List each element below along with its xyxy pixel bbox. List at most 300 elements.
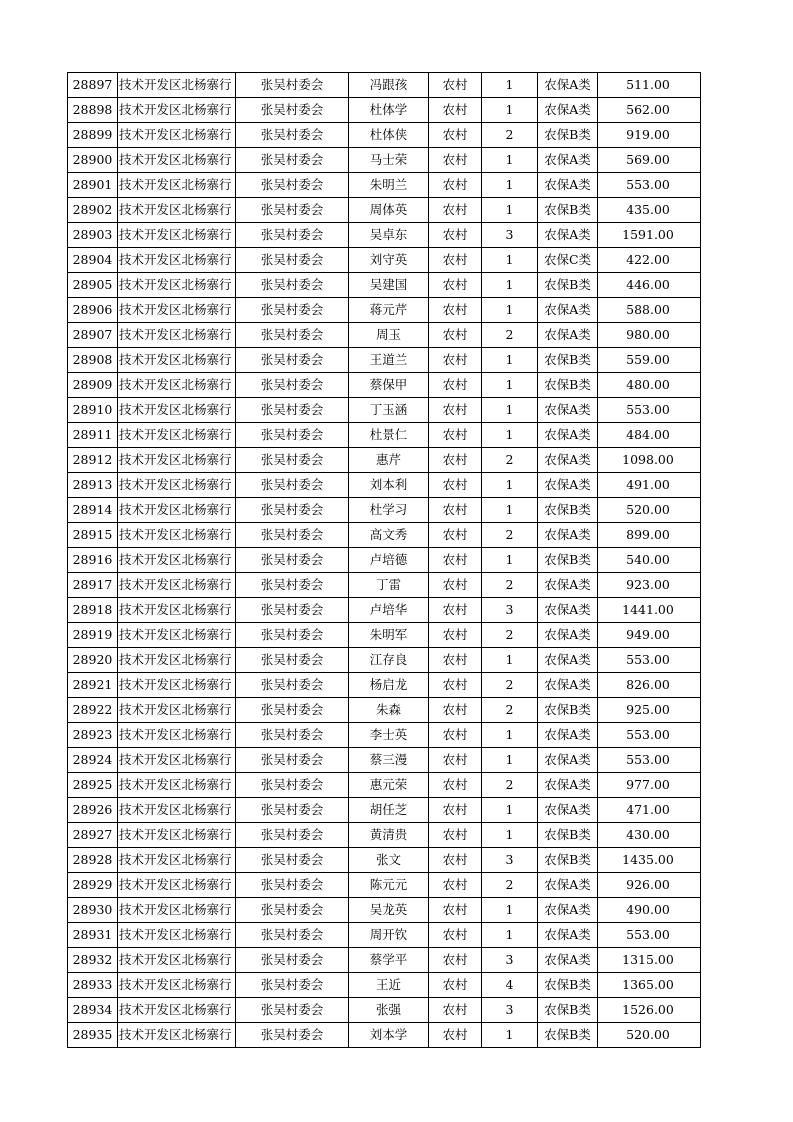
village-committee-cell: 张吴村委会 bbox=[236, 248, 349, 273]
insurance-category-cell: 农保A类 bbox=[538, 423, 598, 448]
person-name-cell: 刘本学 bbox=[349, 1023, 429, 1048]
table-row bbox=[68, 748, 701, 773]
household-type-cell: 农村 bbox=[429, 148, 482, 173]
record-id-cell: 28913 bbox=[68, 473, 118, 498]
insurance-category-cell: 农保A类 bbox=[538, 723, 598, 748]
household-type-cell: 农村 bbox=[429, 748, 482, 773]
record-id-cell: 28921 bbox=[68, 673, 118, 698]
amount-cell: 553.00 bbox=[598, 723, 701, 748]
table-row bbox=[68, 798, 701, 823]
insurance-category-cell: 农保A类 bbox=[538, 473, 598, 498]
amount-cell: 480.00 bbox=[598, 373, 701, 398]
village-committee-cell: 张吴村委会 bbox=[236, 923, 349, 948]
amount-cell: 484.00 bbox=[598, 423, 701, 448]
household-type-cell: 农村 bbox=[429, 173, 482, 198]
record-id-cell: 28932 bbox=[68, 948, 118, 973]
district-cell: 技术开发区北杨寨行 bbox=[118, 748, 236, 773]
insurance-category-cell: 农保A类 bbox=[538, 748, 598, 773]
person-name-cell: 朱明兰 bbox=[349, 173, 429, 198]
table-row bbox=[68, 973, 701, 998]
district-cell: 技术开发区北杨寨行 bbox=[118, 148, 236, 173]
household-type-cell: 农村 bbox=[429, 898, 482, 923]
person-name-cell: 杜体侠 bbox=[349, 123, 429, 148]
person-name-cell: 周玉 bbox=[349, 323, 429, 348]
household-type-cell: 农村 bbox=[429, 198, 482, 223]
district-cell: 技术开发区北杨寨行 bbox=[118, 898, 236, 923]
person-name-cell: 吴建国 bbox=[349, 273, 429, 298]
household-size-cell: 4 bbox=[482, 973, 538, 998]
amount-cell: 588.00 bbox=[598, 298, 701, 323]
amount-cell: 1591.00 bbox=[598, 223, 701, 248]
table-row bbox=[68, 698, 701, 723]
household-type-cell: 农村 bbox=[429, 473, 482, 498]
village-committee-cell: 张吴村委会 bbox=[236, 548, 349, 573]
household-size-cell: 1 bbox=[482, 923, 538, 948]
table-row bbox=[68, 573, 701, 598]
household-size-cell: 1 bbox=[482, 198, 538, 223]
amount-cell: 540.00 bbox=[598, 548, 701, 573]
district-cell: 技术开发区北杨寨行 bbox=[118, 573, 236, 598]
village-committee-cell: 张吴村委会 bbox=[236, 648, 349, 673]
district-cell: 技术开发区北杨寨行 bbox=[118, 823, 236, 848]
person-name-cell: 杨启龙 bbox=[349, 673, 429, 698]
village-committee-cell: 张吴村委会 bbox=[236, 473, 349, 498]
district-cell: 技术开发区北杨寨行 bbox=[118, 398, 236, 423]
person-name-cell: 杜体学 bbox=[349, 98, 429, 123]
district-cell: 技术开发区北杨寨行 bbox=[118, 473, 236, 498]
district-cell: 技术开发区北杨寨行 bbox=[118, 173, 236, 198]
insurance-category-cell: 农保A类 bbox=[538, 323, 598, 348]
household-type-cell: 农村 bbox=[429, 848, 482, 873]
insurance-category-cell: 农保A类 bbox=[538, 948, 598, 973]
household-type-cell: 农村 bbox=[429, 98, 482, 123]
district-cell: 技术开发区北杨寨行 bbox=[118, 698, 236, 723]
household-size-cell: 1 bbox=[482, 498, 538, 523]
person-name-cell: 杜学习 bbox=[349, 498, 429, 523]
village-committee-cell: 张吴村委会 bbox=[236, 573, 349, 598]
amount-cell: 569.00 bbox=[598, 148, 701, 173]
household-type-cell: 农村 bbox=[429, 573, 482, 598]
district-cell: 技术开发区北杨寨行 bbox=[118, 198, 236, 223]
record-id-cell: 28930 bbox=[68, 898, 118, 923]
insurance-category-cell: 农保A类 bbox=[538, 398, 598, 423]
insurance-category-cell: 农保B类 bbox=[538, 373, 598, 398]
village-committee-cell: 张吴村委会 bbox=[236, 173, 349, 198]
records-table bbox=[67, 72, 701, 1048]
district-cell: 技术开发区北杨寨行 bbox=[118, 298, 236, 323]
insurance-category-cell: 农保A类 bbox=[538, 798, 598, 823]
table-row bbox=[68, 98, 701, 123]
household-type-cell: 农村 bbox=[429, 698, 482, 723]
household-size-cell: 1 bbox=[482, 898, 538, 923]
household-size-cell: 1 bbox=[482, 798, 538, 823]
insurance-category-cell: 农保A类 bbox=[538, 448, 598, 473]
record-id-cell: 28919 bbox=[68, 623, 118, 648]
record-id-cell: 28899 bbox=[68, 123, 118, 148]
household-type-cell: 农村 bbox=[429, 298, 482, 323]
person-name-cell: 李士英 bbox=[349, 723, 429, 748]
district-cell: 技术开发区北杨寨行 bbox=[118, 248, 236, 273]
district-cell: 技术开发区北杨寨行 bbox=[118, 1023, 236, 1048]
amount-cell: 923.00 bbox=[598, 573, 701, 598]
person-name-cell: 丁玉涵 bbox=[349, 398, 429, 423]
person-name-cell: 蒋元芹 bbox=[349, 298, 429, 323]
household-size-cell: 3 bbox=[482, 598, 538, 623]
person-name-cell: 胡任芝 bbox=[349, 798, 429, 823]
record-id-cell: 28925 bbox=[68, 773, 118, 798]
insurance-category-cell: 农保A类 bbox=[538, 673, 598, 698]
record-id-cell: 28920 bbox=[68, 648, 118, 673]
village-committee-cell: 张吴村委会 bbox=[236, 423, 349, 448]
district-cell: 技术开发区北杨寨行 bbox=[118, 648, 236, 673]
amount-cell: 471.00 bbox=[598, 798, 701, 823]
insurance-category-cell: 农保A类 bbox=[538, 298, 598, 323]
table-row bbox=[68, 723, 701, 748]
person-name-cell: 张文 bbox=[349, 848, 429, 873]
district-cell: 技术开发区北杨寨行 bbox=[118, 673, 236, 698]
village-committee-cell: 张吴村委会 bbox=[236, 323, 349, 348]
district-cell: 技术开发区北杨寨行 bbox=[118, 223, 236, 248]
household-type-cell: 农村 bbox=[429, 273, 482, 298]
district-cell: 技术开发区北杨寨行 bbox=[118, 73, 236, 98]
person-name-cell: 惠芹 bbox=[349, 448, 429, 473]
insurance-category-cell: 农保B类 bbox=[538, 198, 598, 223]
record-id-cell: 28929 bbox=[68, 873, 118, 898]
household-size-cell: 1 bbox=[482, 723, 538, 748]
amount-cell: 980.00 bbox=[598, 323, 701, 348]
household-size-cell: 1 bbox=[482, 823, 538, 848]
table-row bbox=[68, 123, 701, 148]
amount-cell: 1315.00 bbox=[598, 948, 701, 973]
person-name-cell: 卢培华 bbox=[349, 598, 429, 623]
village-committee-cell: 张吴村委会 bbox=[236, 1023, 349, 1048]
insurance-category-cell: 农保B类 bbox=[538, 273, 598, 298]
household-type-cell: 农村 bbox=[429, 973, 482, 998]
household-size-cell: 3 bbox=[482, 948, 538, 973]
record-id-cell: 28931 bbox=[68, 923, 118, 948]
amount-cell: 553.00 bbox=[598, 923, 701, 948]
table-row bbox=[68, 373, 701, 398]
table-row bbox=[68, 848, 701, 873]
amount-cell: 446.00 bbox=[598, 273, 701, 298]
record-id-cell: 28926 bbox=[68, 798, 118, 823]
person-name-cell: 卢培德 bbox=[349, 548, 429, 573]
household-type-cell: 农村 bbox=[429, 873, 482, 898]
amount-cell: 977.00 bbox=[598, 773, 701, 798]
village-committee-cell: 张吴村委会 bbox=[236, 198, 349, 223]
record-id-cell: 28897 bbox=[68, 73, 118, 98]
insurance-category-cell: 农保B类 bbox=[538, 348, 598, 373]
amount-cell: 435.00 bbox=[598, 198, 701, 223]
insurance-category-cell: 农保B类 bbox=[538, 973, 598, 998]
amount-cell: 511.00 bbox=[598, 73, 701, 98]
table-row bbox=[68, 223, 701, 248]
insurance-category-cell: 农保B类 bbox=[538, 123, 598, 148]
amount-cell: 826.00 bbox=[598, 673, 701, 698]
insurance-category-cell: 农保B类 bbox=[538, 848, 598, 873]
village-committee-cell: 张吴村委会 bbox=[236, 498, 349, 523]
table-row bbox=[68, 498, 701, 523]
table-row bbox=[68, 298, 701, 323]
record-id-cell: 28923 bbox=[68, 723, 118, 748]
household-size-cell: 1 bbox=[482, 148, 538, 173]
record-id-cell: 28912 bbox=[68, 448, 118, 473]
table-row bbox=[68, 73, 701, 98]
person-name-cell: 蔡保甲 bbox=[349, 373, 429, 398]
person-name-cell: 张强 bbox=[349, 998, 429, 1023]
insurance-category-cell: 农保A类 bbox=[538, 773, 598, 798]
household-type-cell: 农村 bbox=[429, 423, 482, 448]
household-size-cell: 1 bbox=[482, 273, 538, 298]
amount-cell: 553.00 bbox=[598, 173, 701, 198]
insurance-category-cell: 农保A类 bbox=[538, 98, 598, 123]
insurance-category-cell: 农保B类 bbox=[538, 823, 598, 848]
household-size-cell: 1 bbox=[482, 173, 538, 198]
district-cell: 技术开发区北杨寨行 bbox=[118, 423, 236, 448]
household-size-cell: 2 bbox=[482, 698, 538, 723]
record-id-cell: 28898 bbox=[68, 98, 118, 123]
amount-cell: 430.00 bbox=[598, 823, 701, 848]
record-id-cell: 28908 bbox=[68, 348, 118, 373]
record-id-cell: 28906 bbox=[68, 298, 118, 323]
household-size-cell: 1 bbox=[482, 473, 538, 498]
person-name-cell: 周开钦 bbox=[349, 923, 429, 948]
person-name-cell: 陈元元 bbox=[349, 873, 429, 898]
village-committee-cell: 张吴村委会 bbox=[236, 948, 349, 973]
household-size-cell: 2 bbox=[482, 773, 538, 798]
household-type-cell: 农村 bbox=[429, 923, 482, 948]
table-row bbox=[68, 598, 701, 623]
household-type-cell: 农村 bbox=[429, 773, 482, 798]
district-cell: 技术开发区北杨寨行 bbox=[118, 798, 236, 823]
record-id-cell: 28914 bbox=[68, 498, 118, 523]
village-committee-cell: 张吴村委会 bbox=[236, 523, 349, 548]
household-size-cell: 1 bbox=[482, 373, 538, 398]
district-cell: 技术开发区北杨寨行 bbox=[118, 723, 236, 748]
record-id-cell: 28909 bbox=[68, 373, 118, 398]
household-size-cell: 2 bbox=[482, 623, 538, 648]
person-name-cell: 蔡三漫 bbox=[349, 748, 429, 773]
insurance-category-cell: 农保A类 bbox=[538, 73, 598, 98]
person-name-cell: 刘守英 bbox=[349, 248, 429, 273]
village-committee-cell: 张吴村委会 bbox=[236, 98, 349, 123]
household-type-cell: 农村 bbox=[429, 673, 482, 698]
household-type-cell: 农村 bbox=[429, 548, 482, 573]
household-size-cell: 2 bbox=[482, 573, 538, 598]
record-id-cell: 28935 bbox=[68, 1023, 118, 1048]
district-cell: 技术开发区北杨寨行 bbox=[118, 623, 236, 648]
village-committee-cell: 张吴村委会 bbox=[236, 448, 349, 473]
insurance-category-cell: 农保A类 bbox=[538, 898, 598, 923]
household-type-cell: 农村 bbox=[429, 498, 482, 523]
household-type-cell: 农村 bbox=[429, 598, 482, 623]
table-row bbox=[68, 423, 701, 448]
household-type-cell: 农村 bbox=[429, 398, 482, 423]
village-committee-cell: 张吴村委会 bbox=[236, 123, 349, 148]
table-row bbox=[68, 273, 701, 298]
household-size-cell: 1 bbox=[482, 548, 538, 573]
table-row bbox=[68, 448, 701, 473]
table-row bbox=[68, 323, 701, 348]
household-size-cell: 1 bbox=[482, 423, 538, 448]
amount-cell: 490.00 bbox=[598, 898, 701, 923]
household-size-cell: 1 bbox=[482, 73, 538, 98]
insurance-category-cell: 农保A类 bbox=[538, 623, 598, 648]
record-id-cell: 28901 bbox=[68, 173, 118, 198]
amount-cell: 520.00 bbox=[598, 498, 701, 523]
village-committee-cell: 张吴村委会 bbox=[236, 973, 349, 998]
table-row bbox=[68, 473, 701, 498]
record-id-cell: 28903 bbox=[68, 223, 118, 248]
village-committee-cell: 张吴村委会 bbox=[236, 348, 349, 373]
table-row bbox=[68, 523, 701, 548]
records-table-body bbox=[68, 73, 701, 1048]
village-committee-cell: 张吴村委会 bbox=[236, 723, 349, 748]
insurance-category-cell: 农保A类 bbox=[538, 648, 598, 673]
household-type-cell: 农村 bbox=[429, 373, 482, 398]
district-cell: 技术开发区北杨寨行 bbox=[118, 348, 236, 373]
person-name-cell: 冯跟孩 bbox=[349, 73, 429, 98]
record-id-cell: 28905 bbox=[68, 273, 118, 298]
village-committee-cell: 张吴村委会 bbox=[236, 848, 349, 873]
district-cell: 技术开发区北杨寨行 bbox=[118, 548, 236, 573]
table-row bbox=[68, 673, 701, 698]
district-cell: 技术开发区北杨寨行 bbox=[118, 773, 236, 798]
household-size-cell: 2 bbox=[482, 673, 538, 698]
person-name-cell: 杜景仁 bbox=[349, 423, 429, 448]
district-cell: 技术开发区北杨寨行 bbox=[118, 923, 236, 948]
insurance-category-cell: 农保A类 bbox=[538, 573, 598, 598]
household-type-cell: 农村 bbox=[429, 73, 482, 98]
record-id-cell: 28902 bbox=[68, 198, 118, 223]
district-cell: 技术开发区北杨寨行 bbox=[118, 523, 236, 548]
household-type-cell: 农村 bbox=[429, 798, 482, 823]
table-row bbox=[68, 248, 701, 273]
household-type-cell: 农村 bbox=[429, 723, 482, 748]
household-size-cell: 2 bbox=[482, 523, 538, 548]
household-size-cell: 1 bbox=[482, 298, 538, 323]
village-committee-cell: 张吴村委会 bbox=[236, 673, 349, 698]
amount-cell: 925.00 bbox=[598, 698, 701, 723]
person-name-cell: 周体英 bbox=[349, 198, 429, 223]
household-size-cell: 3 bbox=[482, 848, 538, 873]
village-committee-cell: 张吴村委会 bbox=[236, 373, 349, 398]
person-name-cell: 惠元荣 bbox=[349, 773, 429, 798]
record-id-cell: 28907 bbox=[68, 323, 118, 348]
amount-cell: 553.00 bbox=[598, 398, 701, 423]
table-row bbox=[68, 998, 701, 1023]
person-name-cell: 刘本利 bbox=[349, 473, 429, 498]
amount-cell: 562.00 bbox=[598, 98, 701, 123]
household-size-cell: 1 bbox=[482, 748, 538, 773]
district-cell: 技术开发区北杨寨行 bbox=[118, 498, 236, 523]
household-type-cell: 农村 bbox=[429, 448, 482, 473]
insurance-category-cell: 农保A类 bbox=[538, 873, 598, 898]
household-size-cell: 1 bbox=[482, 398, 538, 423]
amount-cell: 1441.00 bbox=[598, 598, 701, 623]
amount-cell: 559.00 bbox=[598, 348, 701, 373]
insurance-category-cell: 农保B类 bbox=[538, 698, 598, 723]
record-id-cell: 28916 bbox=[68, 548, 118, 573]
village-committee-cell: 张吴村委会 bbox=[236, 298, 349, 323]
record-id-cell: 28911 bbox=[68, 423, 118, 448]
insurance-category-cell: 农保A类 bbox=[538, 523, 598, 548]
household-size-cell: 1 bbox=[482, 98, 538, 123]
insurance-category-cell: 农保B类 bbox=[538, 1023, 598, 1048]
record-id-cell: 28928 bbox=[68, 848, 118, 873]
district-cell: 技术开发区北杨寨行 bbox=[118, 873, 236, 898]
person-name-cell: 马士荣 bbox=[349, 148, 429, 173]
insurance-category-cell: 农保A类 bbox=[538, 223, 598, 248]
household-size-cell: 2 bbox=[482, 448, 538, 473]
amount-cell: 949.00 bbox=[598, 623, 701, 648]
village-committee-cell: 张吴村委会 bbox=[236, 598, 349, 623]
table-row bbox=[68, 773, 701, 798]
amount-cell: 1526.00 bbox=[598, 998, 701, 1023]
person-name-cell: 吴龙英 bbox=[349, 898, 429, 923]
village-committee-cell: 张吴村委会 bbox=[236, 73, 349, 98]
table-row bbox=[68, 923, 701, 948]
village-committee-cell: 张吴村委会 bbox=[236, 223, 349, 248]
amount-cell: 1098.00 bbox=[598, 448, 701, 473]
household-size-cell: 2 bbox=[482, 323, 538, 348]
household-type-cell: 农村 bbox=[429, 998, 482, 1023]
record-id-cell: 28924 bbox=[68, 748, 118, 773]
village-committee-cell: 张吴村委会 bbox=[236, 148, 349, 173]
district-cell: 技术开发区北杨寨行 bbox=[118, 948, 236, 973]
table-row bbox=[68, 948, 701, 973]
person-name-cell: 王道兰 bbox=[349, 348, 429, 373]
insurance-category-cell: 农保A类 bbox=[538, 148, 598, 173]
district-cell: 技术开发区北杨寨行 bbox=[118, 98, 236, 123]
table-row bbox=[68, 648, 701, 673]
amount-cell: 899.00 bbox=[598, 523, 701, 548]
district-cell: 技术开发区北杨寨行 bbox=[118, 598, 236, 623]
household-type-cell: 农村 bbox=[429, 948, 482, 973]
record-id-cell: 28927 bbox=[68, 823, 118, 848]
insurance-category-cell: 农保C类 bbox=[538, 248, 598, 273]
person-name-cell: 朱明军 bbox=[349, 623, 429, 648]
household-size-cell: 1 bbox=[482, 1023, 538, 1048]
district-cell: 技术开发区北杨寨行 bbox=[118, 323, 236, 348]
household-size-cell: 3 bbox=[482, 223, 538, 248]
village-committee-cell: 张吴村委会 bbox=[236, 698, 349, 723]
household-type-cell: 农村 bbox=[429, 823, 482, 848]
amount-cell: 553.00 bbox=[598, 748, 701, 773]
insurance-category-cell: 农保A类 bbox=[538, 173, 598, 198]
household-type-cell: 农村 bbox=[429, 348, 482, 373]
amount-cell: 1435.00 bbox=[598, 848, 701, 873]
household-type-cell: 农村 bbox=[429, 123, 482, 148]
record-id-cell: 28917 bbox=[68, 573, 118, 598]
household-size-cell: 2 bbox=[482, 123, 538, 148]
amount-cell: 491.00 bbox=[598, 473, 701, 498]
household-type-cell: 农村 bbox=[429, 648, 482, 673]
record-id-cell: 28934 bbox=[68, 998, 118, 1023]
table-row bbox=[68, 898, 701, 923]
insurance-category-cell: 农保A类 bbox=[538, 598, 598, 623]
household-size-cell: 3 bbox=[482, 998, 538, 1023]
household-size-cell: 1 bbox=[482, 648, 538, 673]
person-name-cell: 丁雷 bbox=[349, 573, 429, 598]
household-size-cell: 2 bbox=[482, 873, 538, 898]
insurance-category-cell: 农保B类 bbox=[538, 998, 598, 1023]
person-name-cell: 吴卓东 bbox=[349, 223, 429, 248]
village-committee-cell: 张吴村委会 bbox=[236, 823, 349, 848]
household-size-cell: 1 bbox=[482, 348, 538, 373]
insurance-category-cell: 农保B类 bbox=[538, 498, 598, 523]
record-id-cell: 28933 bbox=[68, 973, 118, 998]
